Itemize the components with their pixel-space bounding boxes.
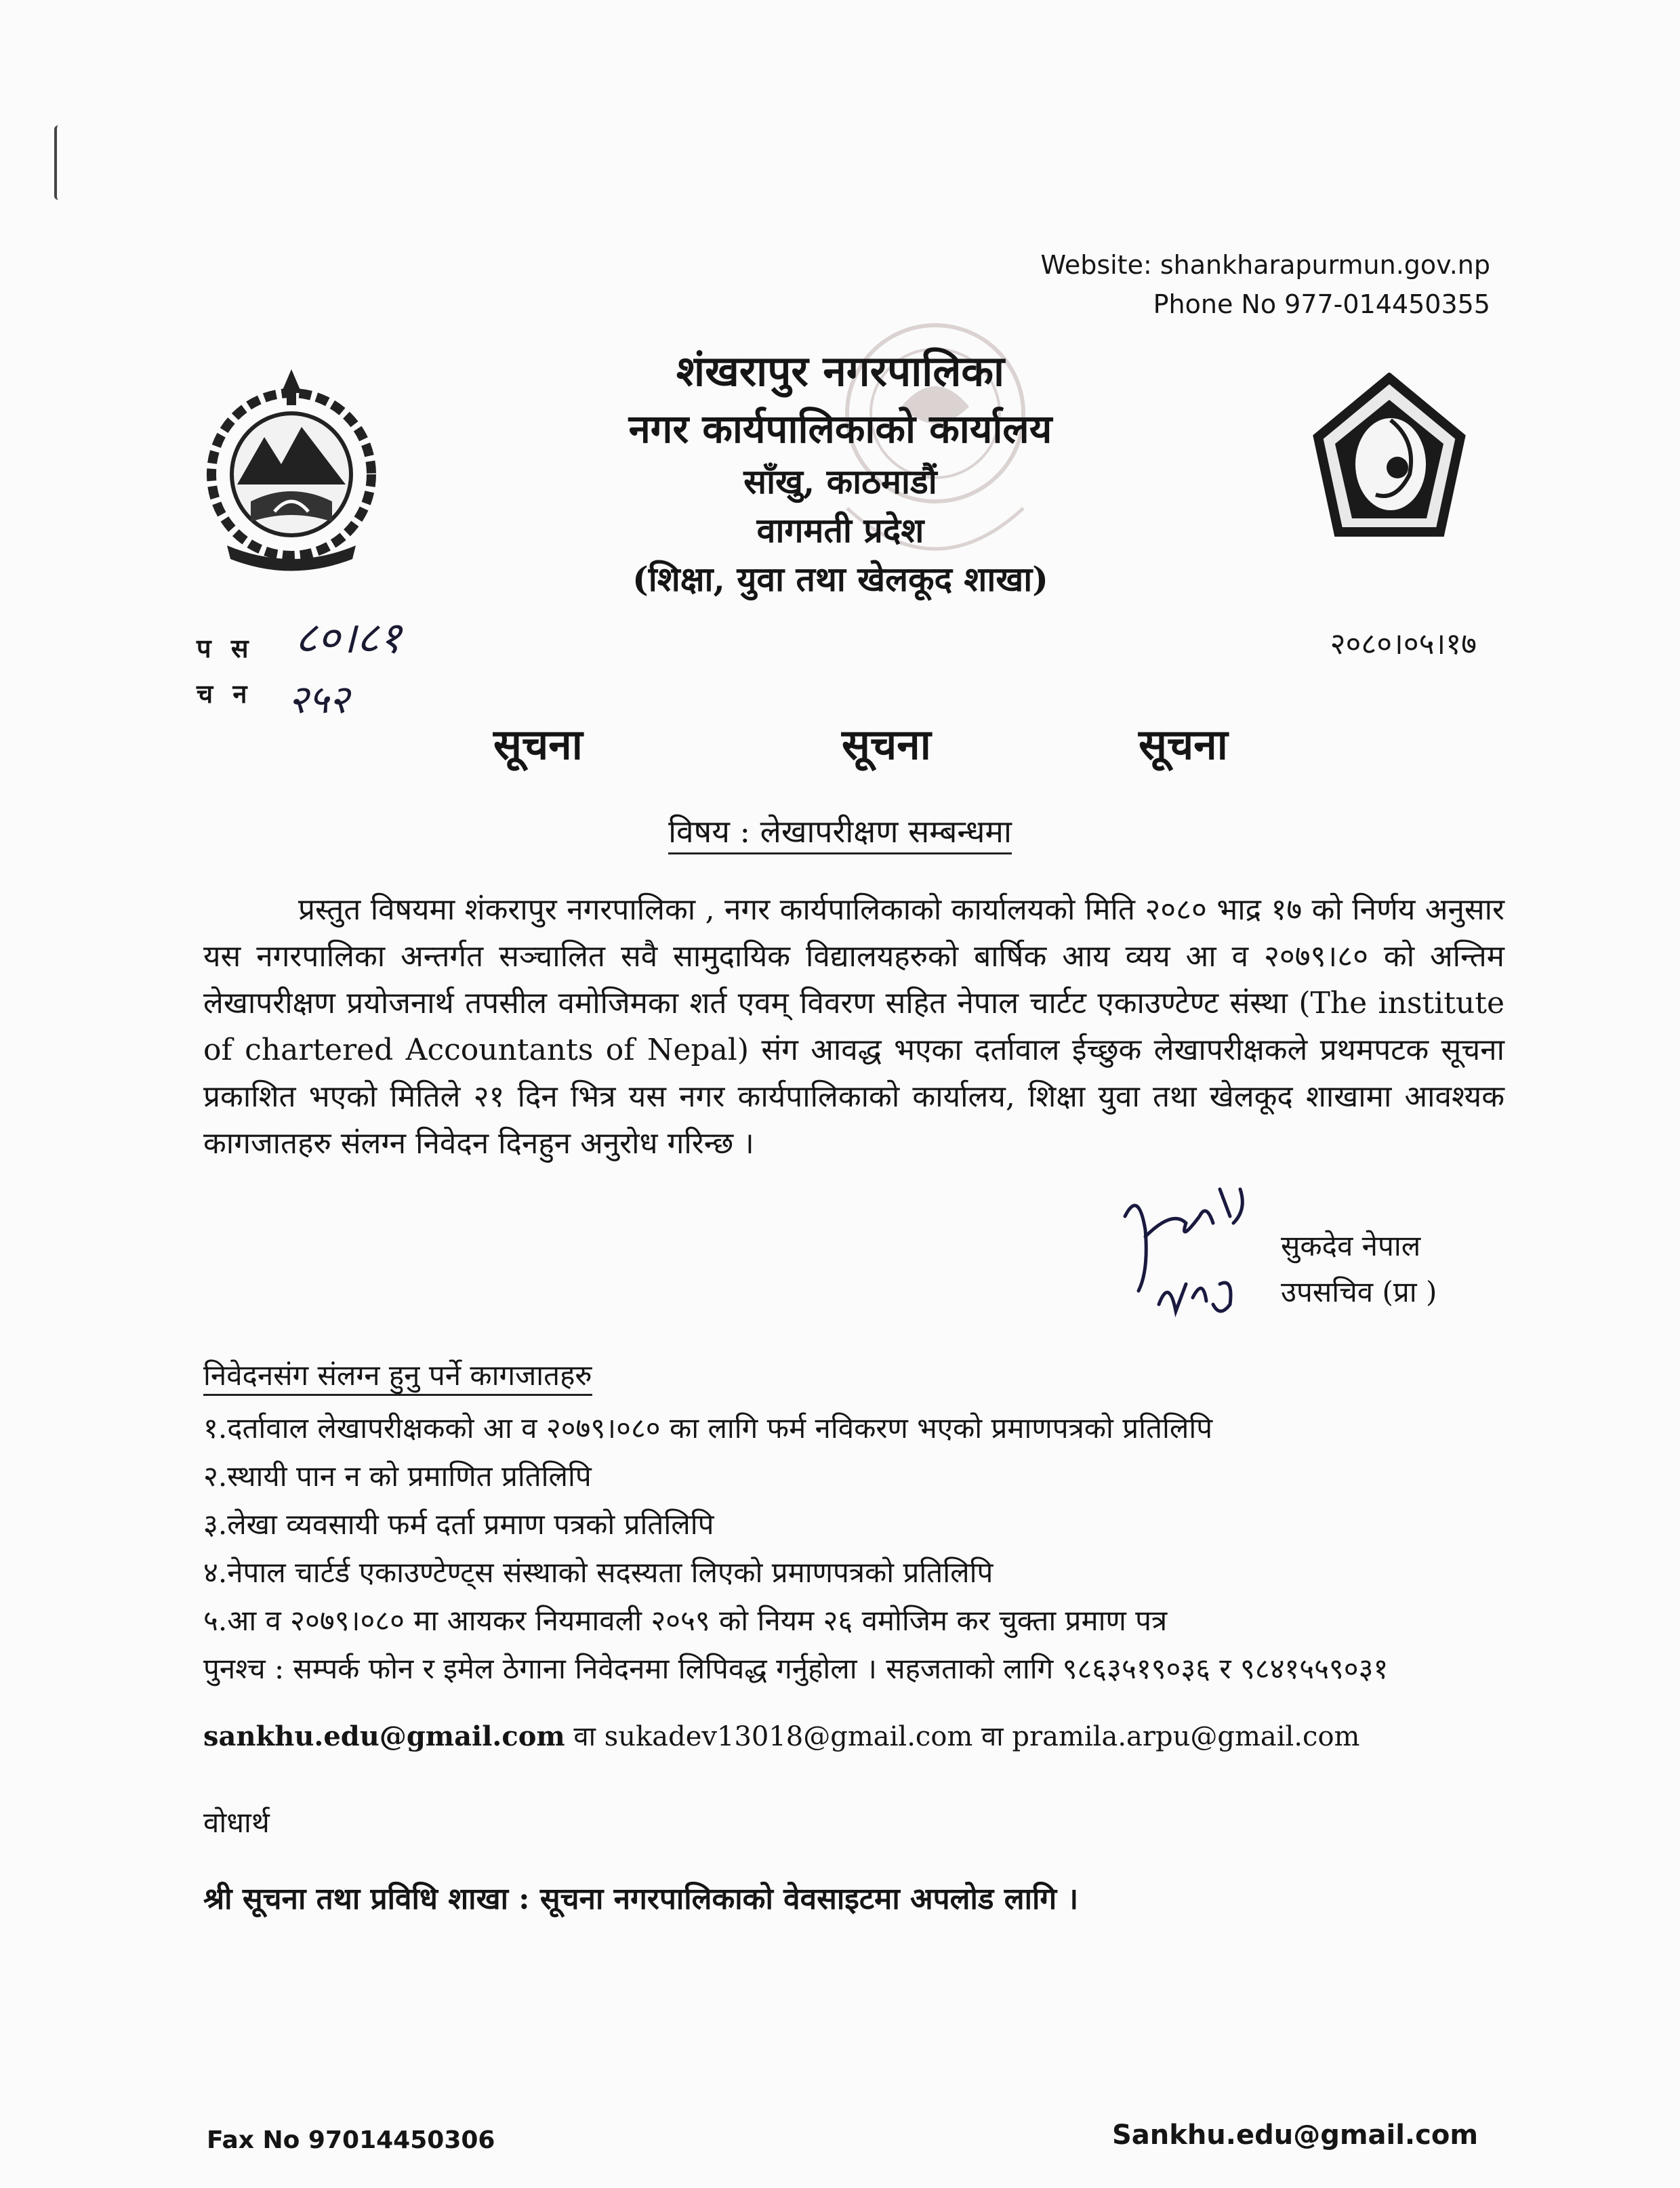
email-separator: वा [972,1721,1012,1752]
email-link-2[interactable]: sukadev13018@gmail.com [604,1721,973,1752]
contact-block [1040,245,1490,324]
documents-heading-text: निवेदनसंग संलग्न हुनु पर्ने कागजातहरु [203,1359,592,1396]
signatory-title: उपसचिव (प्रा ) [1281,1275,1437,1308]
email-line [203,1716,1359,1754]
website-text: Website: shankharapurmun.gov.np [1040,250,1490,280]
handwritten-signature [1111,1176,1274,1345]
email-link-1[interactable]: sankhu.edu@gmail.com [203,1720,565,1752]
notice-heading-2: सूचना [842,720,931,769]
list-item: ४.नेपाल चार्टर्ड एकाउण्टेण्ट्स संस्थाको सदस्यता लिएको प्रमाणपत्रको प्रतिलिपि [203,1556,993,1589]
notice-heading-3: सूचना [1139,720,1228,769]
documents-heading [203,1355,592,1394]
chan-label: च न [197,678,253,709]
list-item: २.स्थायी पान न को प्रमाणित प्रतिलिपि [203,1460,592,1493]
footer-email[interactable]: Sankhu.edu@gmail.com [1111,2120,1478,2151]
signatory-name: सुकदेव नेपाल [1281,1229,1421,1262]
pas-label: प स [197,633,254,663]
fax-text: Fax No 97014450306 [207,2126,495,2154]
nepal-coat-of-arms-icon [200,356,383,573]
signatory-block [1281,1223,1437,1315]
subject-text: विषय : लेखापरीक्षण सम्बन्धमा [668,813,1012,854]
margin-mark [54,125,62,200]
list-item: १.दर्तावाल लेखापरीक्षकको आ व २०७९।०८० का लागि फर्म नविकरण भएको प्रमाणपत्रको प्रतिलिपि [203,1411,1213,1445]
conch-shell-icon [1308,373,1471,549]
documents-list [203,1404,1504,1693]
location-text: साँखु, काठमाडौं [743,461,937,501]
pas-value: ८०।८१ [295,613,402,663]
province-text: वागमती प्रदेश [756,510,924,550]
list-item: ५.आ व २०७९।०८० मा आयकर नियमावली २०५९ को नियम २६ वमोजिम कर चुक्ता प्रमाण पत्र [203,1604,1168,1637]
letterhead [434,342,1247,604]
list-item: ३.लेखा व्यवसायी फर्म दर्ता प्रमाण पत्रको प्रतिलिपि [203,1508,714,1541]
chan-value: २५२ [288,676,350,722]
email-link-3[interactable]: pramila.arpu@gmail.com [1012,1721,1360,1752]
branch-text: (शिक्षा, युवा तथा खेलकूद शाखा) [632,559,1048,599]
office-name: नगर कार्यपालिकाको कार्यालय [628,406,1052,452]
date-text: २०८०।०५।१७ [1330,627,1477,661]
postscript-line: पुनश्च : सम्पर्क फोन र इमेल ठेगाना निवेदनमा लिपिवद्ध गर्नुहोला । सहजताको लागि ९८६३५१९०३६ र ९८४१५५९०३१ [203,1652,1389,1685]
body-paragraph: प्रस्तुत विषयमा शंकरापुर नगरपालिका , नगर कार्यपालिकाको कार्यालयको मिति २०८० भाद्र १७ को निर्णय अनुसार यस नगरपालिका अन्तर्गत सञ्चालित सवै सामुदायिक विद्यालयहरुको बार्षिक आय व्यय आ व २०७९।८० को अन्तिम लेखापरीक्षण प्रयोजनार्थ तपसील वमोजिमका शर्त एवम् विवरण सहित नेपाल चार्टट एकाउण्टेण्ट संस्था (The institute of chartered Accountants of Nepal) संग आवद्ध भएका दर्तावाल ईच्छुक लेखापरीक्षकले प्रथमपटक सूचना प्रकाशित भएको मितिले २१ दिन भित्र यस नगर कार्यपालिकाको कार्यालय, शिक्षा युवा तथा खेलकूद शाखामा आवश्यक कागजातहरु संलग्न निवेदन दिनहुन अनुरोध गरिन्छ । [203,892,1504,1161]
notice-heading-1: सूचना [493,720,583,769]
cc-line: श्री सूचना तथा प्रविधि शाखा : सूचना नगरपालिकाको वेवसाइटमा अपलोड लागि । [203,1882,1079,1916]
phone-text: Phone No 977-014450355 [1153,289,1490,319]
email-separator: वा [565,1721,605,1752]
cc-heading: वोधार्थ [203,1806,270,1839]
subject-line [0,810,1680,852]
org-name: शंखरापुर नगरपालिका [676,346,1005,396]
